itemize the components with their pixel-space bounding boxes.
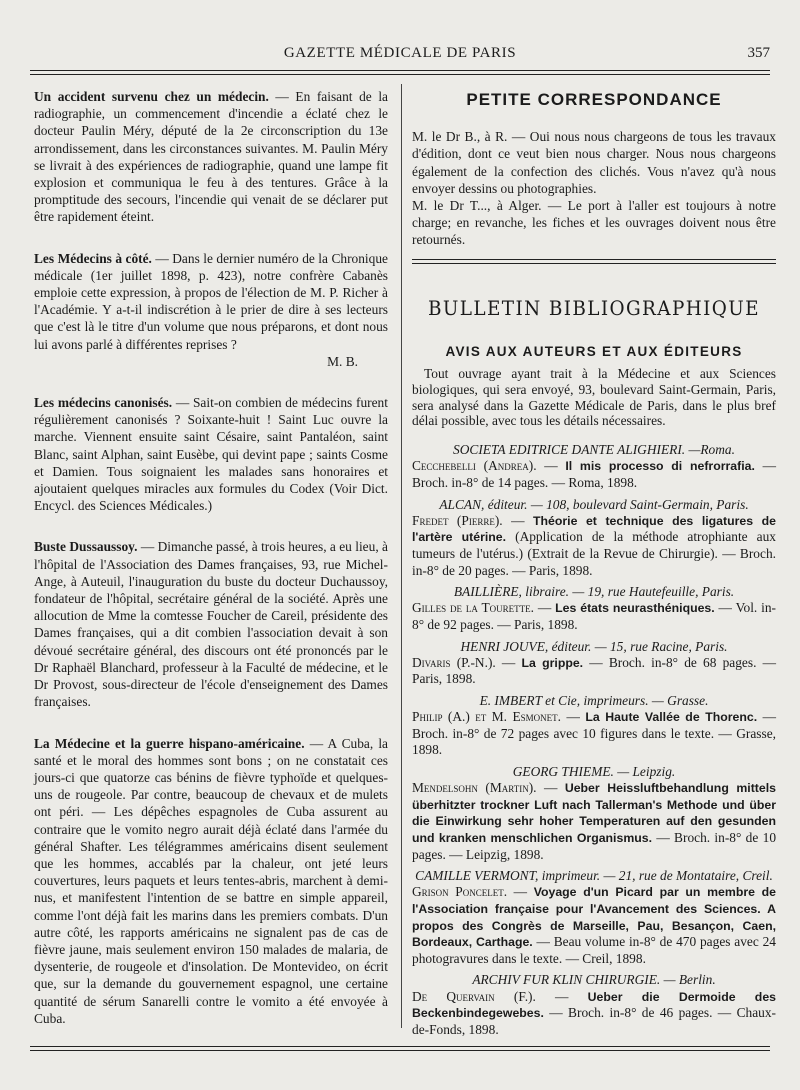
entry-author: Grison Poncelet. — bbox=[412, 884, 534, 900]
header-rule-bottom bbox=[30, 74, 770, 75]
entry-details: — Broch. in-8° de 72 pages avec 10 figures dans le texte. — Grasse, 1898. bbox=[412, 709, 776, 758]
publisher-line: BAILLIÈRE, libraire. — 19, rue Hautefeuille, Paris. bbox=[453, 584, 735, 600]
article bbox=[34, 538, 388, 710]
publisher-line: GEORG THIEME. — Leipzig. bbox=[512, 763, 676, 779]
dash: — bbox=[137, 539, 158, 555]
page-number: 357 bbox=[747, 45, 770, 61]
bibliography-entry bbox=[412, 600, 776, 633]
dash: — bbox=[172, 395, 193, 411]
right-column bbox=[412, 88, 776, 1042]
bibliography-entry bbox=[412, 780, 776, 863]
entry-author: Cecchebelli (Andrea). — bbox=[412, 458, 566, 474]
publisher-line: SOCIETA EDITRICE DANTE ALIGHIERI. —Roma. bbox=[453, 442, 735, 458]
entry-title: Il mis processo di nefrorrafia. bbox=[565, 459, 755, 474]
entry-title: La Haute Vallée de Thorenc. bbox=[585, 710, 758, 725]
entry-details: — Vol. in-8° de 92 pages. — Paris, 1898. bbox=[412, 600, 777, 632]
entry-title: Théorie et technique des ligatures de l'artère utérine. bbox=[412, 513, 776, 545]
article-rubric: Les Médecins à côté. bbox=[34, 250, 152, 266]
entry-author: Mendelsohn (Martin). — bbox=[412, 780, 565, 796]
article-signature: M. B. bbox=[327, 353, 358, 369]
article-rubric: Un accident survenu chez un médecin. bbox=[34, 89, 269, 104]
entry-author: De Quervain (F.). — bbox=[412, 988, 588, 1004]
correspondence-item: M. le Dr B., à R. — Oui nous nous chargeons de tous les travaux d'édition, dont ce veut bien nous charger. Nous nous chargeons également de la confection des clichés. Vous n'avez qu'à nous envoyer dessins ou photographies. bbox=[412, 129, 776, 196]
bibliography-entry bbox=[412, 458, 776, 491]
bibliography-entry bbox=[412, 884, 776, 967]
bibliography-list bbox=[412, 441, 776, 1038]
article bbox=[34, 394, 388, 514]
section-rule bbox=[412, 259, 776, 264]
footer-rule-bottom bbox=[30, 1050, 770, 1051]
correspondence-title: PETITE CORRESPONDANCE bbox=[466, 90, 722, 109]
article-body: Dans le dernier numéro de la Chronique médicale (1er juillet 1898, p. 423), notre confrère Cabanès emploie cette expression, à propos de l'élection de M. P. Richer à l'Académie. Y a-t-il indiscrétion à le prier de dire à ses lecteurs que c'est là le titre d'un volume que nous préparons, et dont nous lui avons parlé à différentes reprises ? bbox=[34, 250, 388, 352]
entry-details: — Broch. in-8° de 46 pages. — Chaux-de-Fonds, 1898. bbox=[412, 1005, 776, 1037]
article bbox=[34, 250, 388, 370]
column-divider bbox=[401, 84, 402, 1028]
entry-author: Divaris (P.-N.). — bbox=[412, 654, 522, 670]
entry-title: Voyage d'un Picard par un membre de l'Association française pour l'Avancement des Sciences. A propos des Congrès de Marseille, Pau, Besançon, Caen, Bordeaux, Carthage. bbox=[412, 885, 776, 950]
entry-details: — Broch. in-8° de 14 pages. — Roma, 1898. bbox=[412, 458, 776, 491]
entry-title: La grippe. bbox=[521, 655, 584, 670]
entry-author: Fredet (Pierre). — bbox=[412, 512, 533, 528]
left-column bbox=[34, 88, 388, 1051]
journal-title: GAZETTE MÉDICALE DE PARIS bbox=[283, 45, 517, 61]
entry-details: — Broch. in-8° de 10 pages. — Leipzig, 1898. bbox=[412, 829, 777, 862]
publisher-line: E. IMBERT et Cie, imprimeurs. — Grasse. bbox=[479, 692, 709, 708]
running-head bbox=[30, 45, 770, 67]
entry-author: Philip (A.) et M. Esmonet. — bbox=[412, 709, 586, 725]
article bbox=[34, 735, 388, 1027]
article-body: En faisant de la radiographie, un commencement d'incendie a éclaté chez le docteur Paulin Méry, député de la 2e circonscription du 13e arrondissement, dans les circonstances suivantes. M. Paulin Méry se livrait à des expériences de radiographie, quand une lampe fit explosion et communiqua le feu à des tentures. Grâce à la promptitude des secours, l'incendie qui venait de se déclarer put être rapidement éteint. bbox=[34, 89, 388, 225]
entry-details: (Application de la méthode atrophiante aux tumeurs de l'utérus.) (Extrait de la Revue de Chirurgie). — Broch. in-8° de 20 pages. — Paris, 1898. bbox=[412, 529, 776, 578]
publisher-line: HENRI JOUVE, éditeur. — 15, rue Racine, Paris. bbox=[460, 638, 728, 654]
article-rubric: Buste Dussaussoy. bbox=[34, 539, 138, 555]
footer-rule-top bbox=[30, 1046, 770, 1047]
publisher-line: CAMILLE VERMONT, imprimeur. — 21, rue de Montataire, Creil. bbox=[415, 868, 773, 884]
article-body: A Cuba, la santé et le moral des hommes sont bons ; on ne constatait ces jours-ci que quatorze cas bénins de fièvre typhoïde et quelques-uns de rougeole. Par contre, beaucoup de chevaux et de mulets ont péri. — Les dépêches espagnoles de Cuba assurent au contraire que le vomito negro aurait déjà éclaté dans l'armée du général Shafter. Les télégrammes américains disent seulement que les hommes, accablés par la chaleur, ont jeté leurs couvertures, leurs paquets et leurs tentes-abris, marchent à demi-nus, et manifestent l'intention de se battre en simple appareil, comme l'ont déjà fait les marins dans les premiers combats. D'un autre côté, les rapports américains ne signalent pas de cas de fièvre jaune, mais seulement environ 150 malades de malaria, de dysenterie, de rougeole et d'insolation. De Montevideo, on écrit que, sur la demande du gouvernement espagnol, une certaine quantité de sérum Sanarelli contre le vomito a été envoyée à Cuba. bbox=[34, 735, 388, 1026]
entry-title: Ueber die Dermoide des Beckenbindegewebes. bbox=[412, 989, 776, 1021]
entry-author: Gilles de la Tourette. — bbox=[412, 600, 556, 616]
article-body: Sait-on combien de médecins furent régulièrement canonisés ? Soixante-huit ! Saint Luc ouvre la marche. Viennent ensuite saint Césaire, saint Pantaléon, saint Blanc, saint Alphan, saint Eusèbe, qui devint pape ; saints Cosme et Damien. Tous soignaient les malades sans honoraires et ajoutaient quelques miracles aux formules du Codex (Voir Dict. Encycl. des Sciences Médicales.) bbox=[34, 395, 388, 514]
bulletin-title: BULLETIN BIBLIOGRAPHIQUE bbox=[428, 295, 760, 320]
article-rubric: La Médecine et la guerre hispano-américaine. bbox=[34, 735, 305, 751]
bibliography-entry bbox=[412, 513, 776, 579]
dash: — bbox=[268, 89, 296, 104]
publisher-line: ALCAN, éditeur. — 108, boulevard Saint-Germain, Paris. bbox=[439, 496, 749, 512]
header-rule-top bbox=[30, 70, 770, 71]
entry-title: Ueber Heissluftbehandlung mittels überhitzter trockner Luft nach Tallerman's Methode und über die Einwirkung sehr hoher Temperaturen auf den gesunden und kranken menschlichen Organismus. bbox=[412, 781, 776, 845]
correspondence-item: M. le Dr T..., à Alger. — Le port à l'aller est toujours à notre charge; en revanche, les fiches et les ouvrages doivent nous être retournés. bbox=[412, 198, 776, 248]
entry-details: — Beau volume in-8° de 470 pages avec 24 photogravures dans le texte. — Creil, 1898. bbox=[412, 934, 776, 966]
bibliography-entry bbox=[412, 655, 776, 688]
dash: — bbox=[151, 250, 173, 266]
bibliography-entry bbox=[412, 989, 776, 1039]
bulletin-intro: Tout ouvrage ayant trait à la Médecine et aux Sciences biologiques, qui sera envoyé, 93, boulevard Saint-Germain, Paris, sera analysé dans la Gazette Médicale de Paris, dans le plus bref délai possible, avec tous les détails nécessaires. bbox=[412, 366, 776, 429]
correspondence-section bbox=[412, 91, 776, 249]
article bbox=[34, 88, 388, 226]
publisher-line: ARCHIV FUR KLIN CHIRURGIE. — Berlin. bbox=[472, 972, 716, 988]
article-rubric: Les médecins canonisés. bbox=[34, 395, 173, 411]
entry-title: Les états neurasthéniques. bbox=[555, 601, 715, 616]
dash: — bbox=[304, 735, 328, 751]
bulletin-subtitle: AVIS AUX AUTEURS ET AUX ÉDITEURS bbox=[445, 343, 743, 359]
article-body: Dimanche passé, à trois heures, a eu lieu, à l'hôpital de l'Association des Dames françaises, 93, rue Michel-Ange, à Auteuil, l'inauguration du buste du docteur Duchaussoy, fondateur de l'hôpital, secrétaire général de la société. Après une allocution de Mme la comtesse Foucher de Careil, présidente des Dames françaises, qui a dit combien l'association devait à son dévoué secrétaire général, des discours ont été prononcés par le Dr Raphaël Blanchard, professeur à la Faculté de médecine, et le Dr Provost, sous-directeur de l'école d'enseignement des Dames françaises. bbox=[34, 539, 388, 710]
entry-details: — Broch. in-8° de 68 pages. — Paris, 1898. bbox=[412, 654, 776, 687]
bibliography-entry bbox=[412, 709, 776, 759]
